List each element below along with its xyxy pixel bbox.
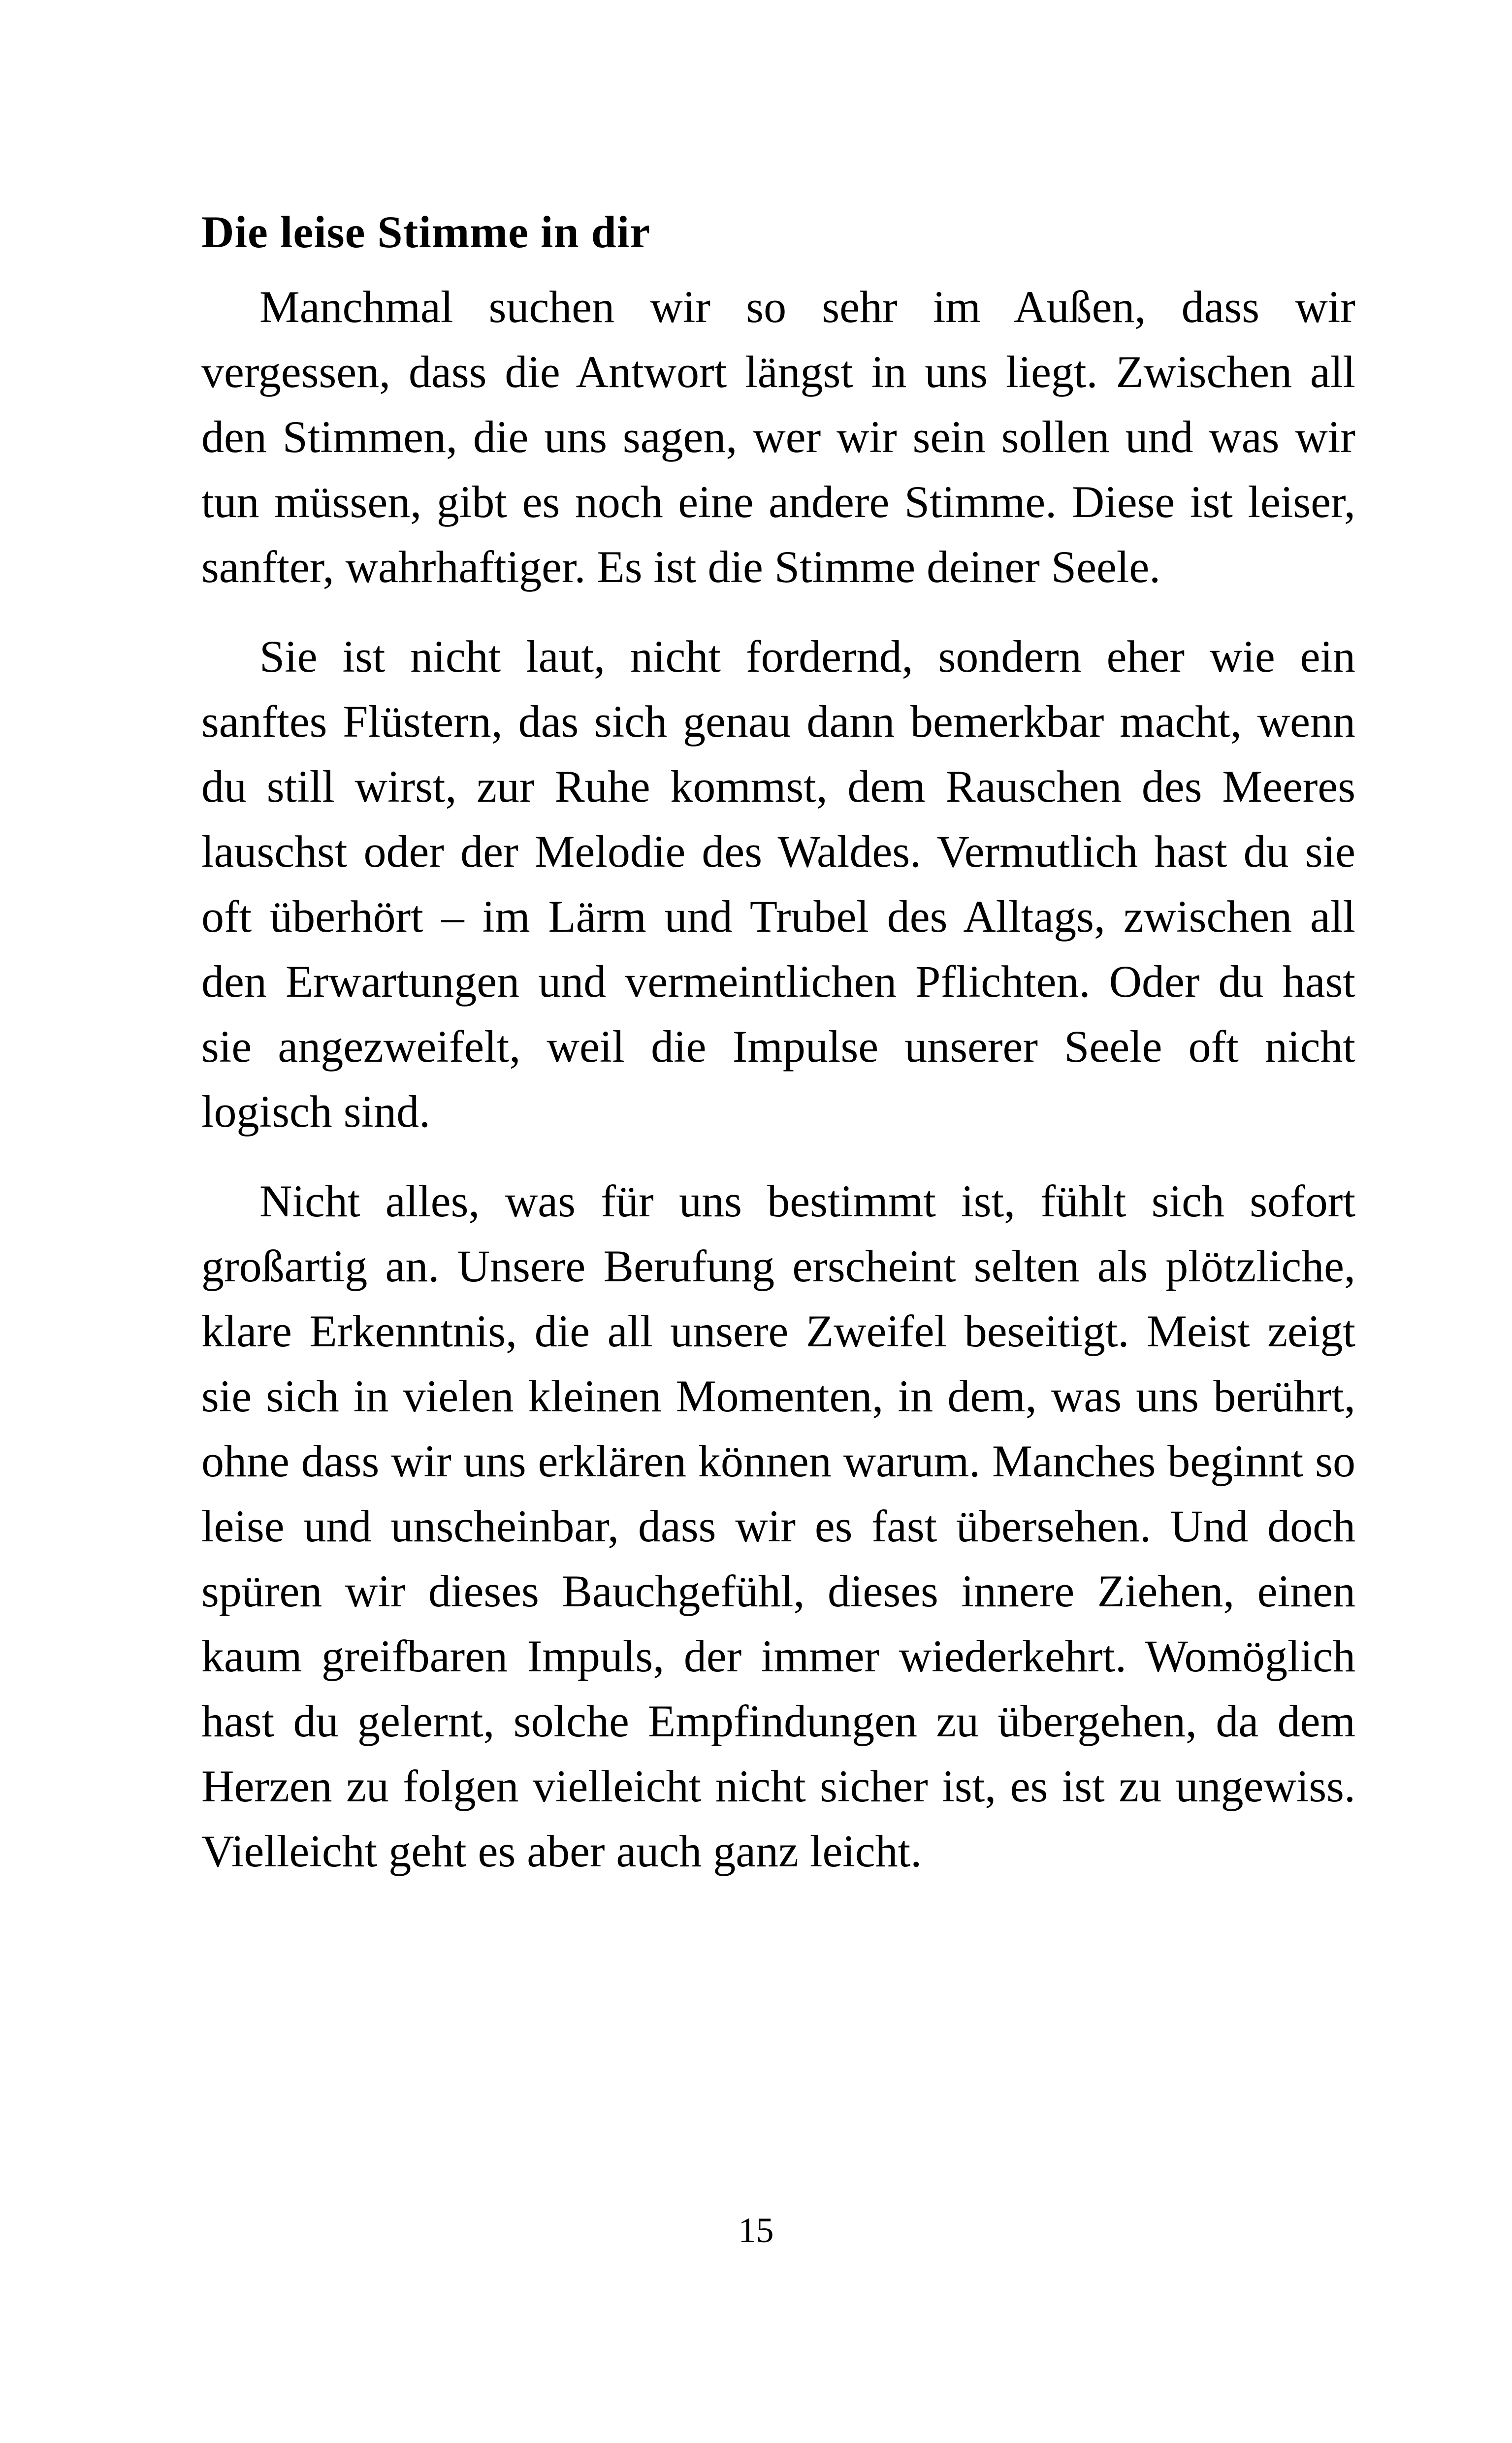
- paragraph-1: Manchmal suchen wir so sehr im Außen, dass wir vergessen, dass die Antwort längst in uns liegt. Zwischen all den Stimmen, die uns sagen, wer wir sein sollen und was wir tun müssen, gibt es noch eine andere Stimme. Diese ist leiser, sanfter, wahrhaftiger. Es ist die Stimme deiner Seele.: [201, 282, 1355, 592]
- paragraph-2: Sie ist nicht laut, nicht fordernd, sondern eher wie ein sanftes Flüstern, das sich genau dann bemerkbar macht, wenn du still wirst, zur Ruhe kommst, dem Rauschen des Meeres lauschst oder der Melodie des Waldes. Vermutlich hast du sie oft überhört – im Lärm und Trubel des Alltags, zwischen all den Erwartungen und vermeintlichen Pflichten. Oder du hast sie angezweifelt, weil die Impulse unserer Seele oft nicht logisch sind.: [201, 631, 1355, 1137]
- page-content: [201, 199, 1355, 1884]
- chapter-heading: Die leise Stimme in dir: [201, 207, 651, 257]
- page-number: 15: [738, 2211, 774, 2250]
- paragraph-3: Nicht alles, was für uns bestimmt ist, fühlt sich sofort großartig an. Unsere Berufung erscheint selten als plötzliche, klare Erkenntnis, die all unsere Zweifel beseitigt. Meist zeigt sie sich in vielen kleinen Momenten, in dem, was uns berührt, ohne dass wir uns erklären können warum. Manches beginnt so leise und unscheinbar, dass wir es fast übersehen. Und doch spüren wir dieses Bauchgefühl, dieses innere Ziehen, einen kaum greifbaren Impuls, der immer wiederkehrt. Womöglich hast du gelernt, solche Empfindungen zu übergehen, da dem Herzen zu folgen vielleicht nicht sicher ist, es ist zu ungewiss. Vielleicht geht es aber auch ganz leicht.: [201, 1176, 1355, 1876]
